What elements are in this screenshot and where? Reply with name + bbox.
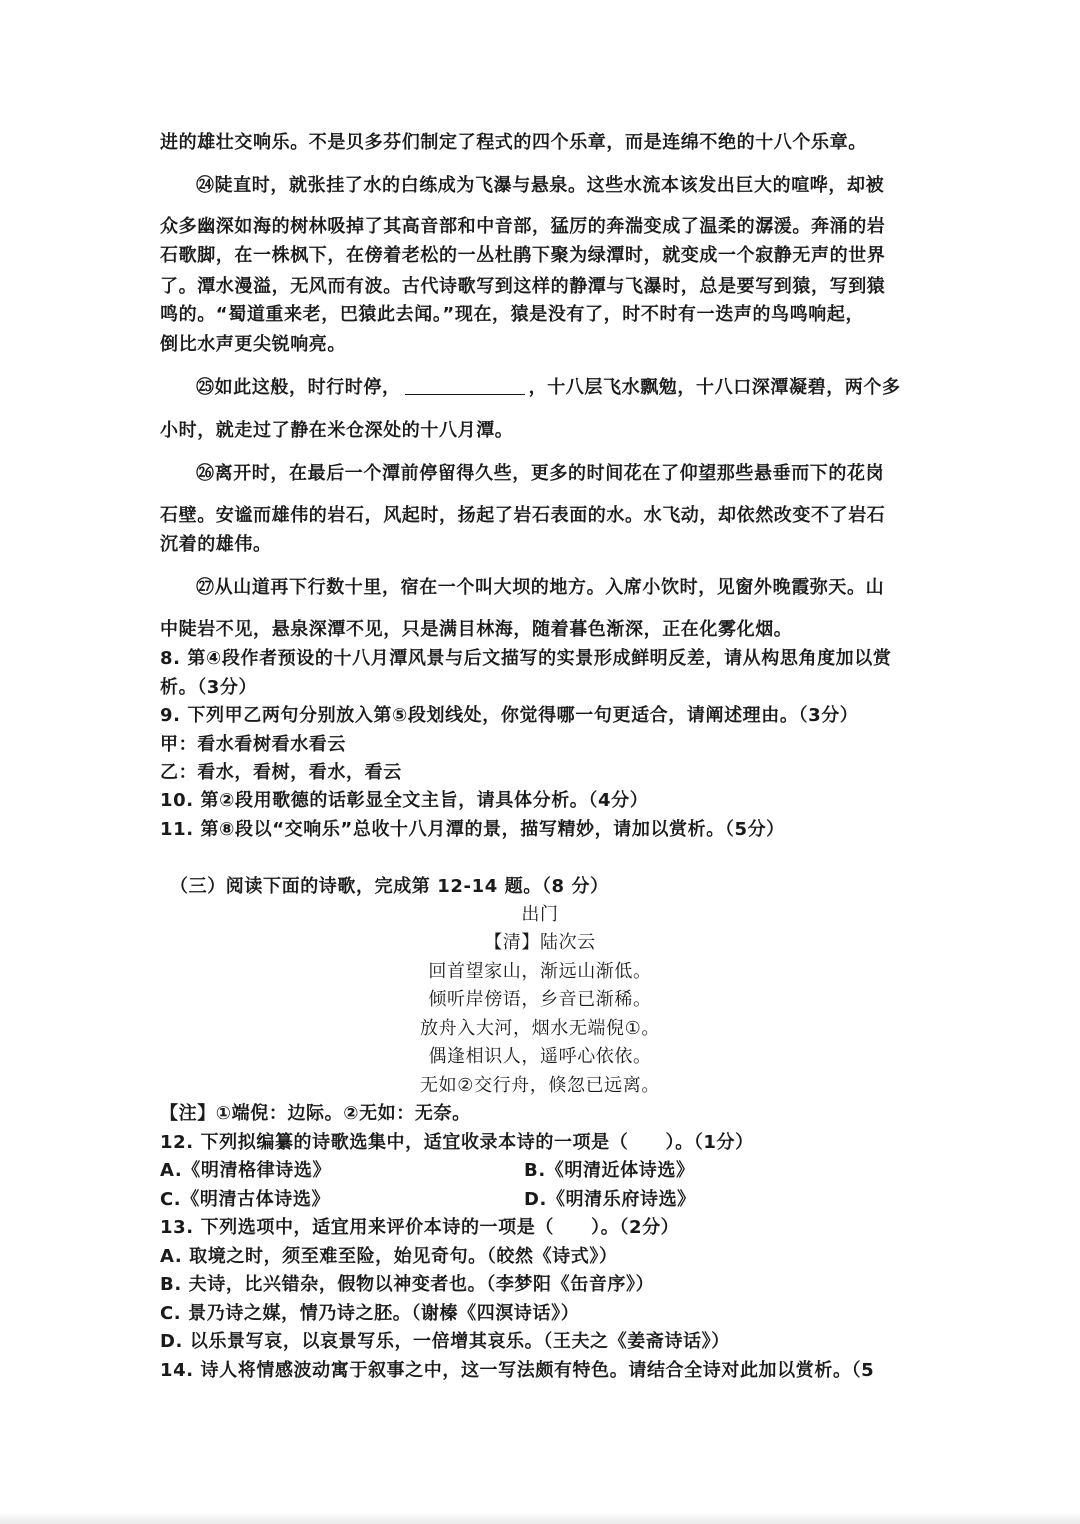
question-9-option-jia: 甲：看水看树看水看云 [160, 734, 346, 755]
question-13-option-c: C. 景乃诗之媒，情乃诗之胚。（谢榛《四溟诗话》） [160, 1303, 580, 1324]
paragraph-25-line [196, 376, 966, 400]
paragraph-24-line: 鸣的。“蜀道重来老，巴猿此去闻。”现在，猿是没有了，时不时有一迭声的鸟鸣响起， [160, 304, 865, 325]
question-13: 13. 下列选项中，适宜用来评价本诗的一项是（ ）。（2分） [160, 1217, 680, 1238]
poem-line: 放舟入大河，烟水无端倪①。 [420, 1018, 660, 1039]
paragraph-25-line: 小时，就走过了静在米仓深处的十八月潭。 [160, 420, 514, 441]
poem-line: 回首望家山，渐远山渐低。 [428, 961, 652, 982]
paragraph-24-line: 众多幽深如海的树林吸掉了其高音部和中音部，猛厉的奔湍变成了温柔的潺湲。奔涌的岩 [160, 216, 886, 237]
question-12-option-c: C.《明清古体诗选》 [160, 1189, 331, 1210]
section-3-heading: （三）阅读下面的诗歌，完成第 12-14 题。（8 分） [170, 876, 609, 897]
poem-note: 【注】①端倪：边际。②无如：无奈。 [160, 1103, 471, 1124]
poem-line: 无如②交行舟，倏忽已远离。 [420, 1075, 660, 1096]
paragraph-25-text-before: ㉕如此这般，时行时停， [196, 377, 401, 398]
paragraph-27-line: ㉗从山道再下行数十里，宿在一个叫大坝的地方。入席小饮时，见窗外晚霞弥天。山 [196, 577, 885, 598]
question-11: 11. 第⑧段以“交响乐”总收十八月潭的景，描写精妙，请加以赏析。（5分） [160, 819, 785, 840]
page-bottom-edge [0, 1512, 1080, 1524]
question-9: 9. 下列甲乙两句分别放入第⑤段划线处，你觉得哪一句更适合，请阐述理由。（3分） [160, 705, 859, 726]
question-12-option-a: A.《明清格律诗选》 [160, 1160, 332, 1181]
passage-paragraph-continuation: 进的雄壮交响乐。不是贝多芬们制定了程式的四个乐章，而是连绵不绝的十八个乐章。 [160, 132, 867, 153]
poem-author: 【清】陆次云 [484, 932, 596, 953]
question-12-option-b: B.《明清近体诗选》 [524, 1160, 695, 1181]
paragraph-26-line: 沉着的雄伟。 [160, 534, 272, 555]
paragraph-24-line: 倒比水声更尖锐响亮。 [160, 334, 346, 355]
question-9-option-yi: 乙：看水，看树，看水，看云 [160, 762, 402, 783]
question-8: 8. 第④段作者预设的十八月潭风景与后文描写的实景形成鲜明反差，请从构思角度加以赏 [160, 648, 892, 669]
question-14: 14. 诗人将情感波动寓于叙事之中，这一写法颇有特色。请结合全诗对此加以赏析。（5 [160, 1360, 875, 1381]
question-10: 10. 第②段用歌德的话彰显全文主旨，请具体分析。（4分） [160, 790, 649, 811]
paragraph-24-line: 石歌脚，在一株枫下，在傍着老松的一丛杜鹃下聚为绿潭时，就变成一个寂静无声的世界 [160, 245, 886, 266]
poem-title: 出门 [521, 904, 559, 925]
question-12: 12. 下列拟编纂的诗歌选集中，适宜收录本诗的一项是（ ）。（1分） [160, 1132, 754, 1153]
paragraph-26-line: ㉖离开时，在最后一个潭前停留得久些，更多的时间花在了仰望那些悬垂而下的花岗 [196, 463, 885, 484]
poem-line: 偶逢相识人，遥呼心依依。 [428, 1046, 652, 1067]
paragraph-25-text-after: ，十八层飞水飘勉，十八口深潭凝碧，两个多 [528, 377, 901, 398]
question-13-option-b: B. 夫诗，比兴错杂，假物以神变者也。（李梦阳《缶音序》） [160, 1274, 655, 1295]
fill-in-blank[interactable] [405, 376, 525, 395]
paragraph-27-line: 中陡岩不见，悬泉深潭不见，只是满目林海，随着暮色渐深，正在化雾化烟。 [160, 619, 793, 640]
poem-line: 倾听岸傍语，乡音已渐稀。 [428, 989, 652, 1010]
question-8-continued: 析。（3分） [160, 677, 258, 698]
paragraph-26-line: 石壁。安谧而雄伟的岩石，风起时，扬起了岩石表面的水。水飞动，却依然改变不了岩石 [160, 505, 886, 526]
paragraph-24-line: ㉔陡直时，就张挂了水的白练成为飞瀑与悬泉。这些水流本该发出巨大的喧哗，却被 [196, 175, 885, 196]
question-12-option-d: D.《明清乐府诗选》 [524, 1189, 696, 1210]
question-13-option-a: A. 取境之时，须至难至险，始见奇句。（皎然《诗式》） [160, 1246, 618, 1267]
question-13-option-d: D. 以乐景写哀，以哀景写乐，一倍增其哀乐。（王夫之《姜斋诗话》） [160, 1331, 730, 1352]
paragraph-24-line: 了。潭水漫溢，无风而有波。古代诗歌写到这样的静潭与飞瀑时，总是要写到猿，写到猿 [160, 276, 886, 297]
